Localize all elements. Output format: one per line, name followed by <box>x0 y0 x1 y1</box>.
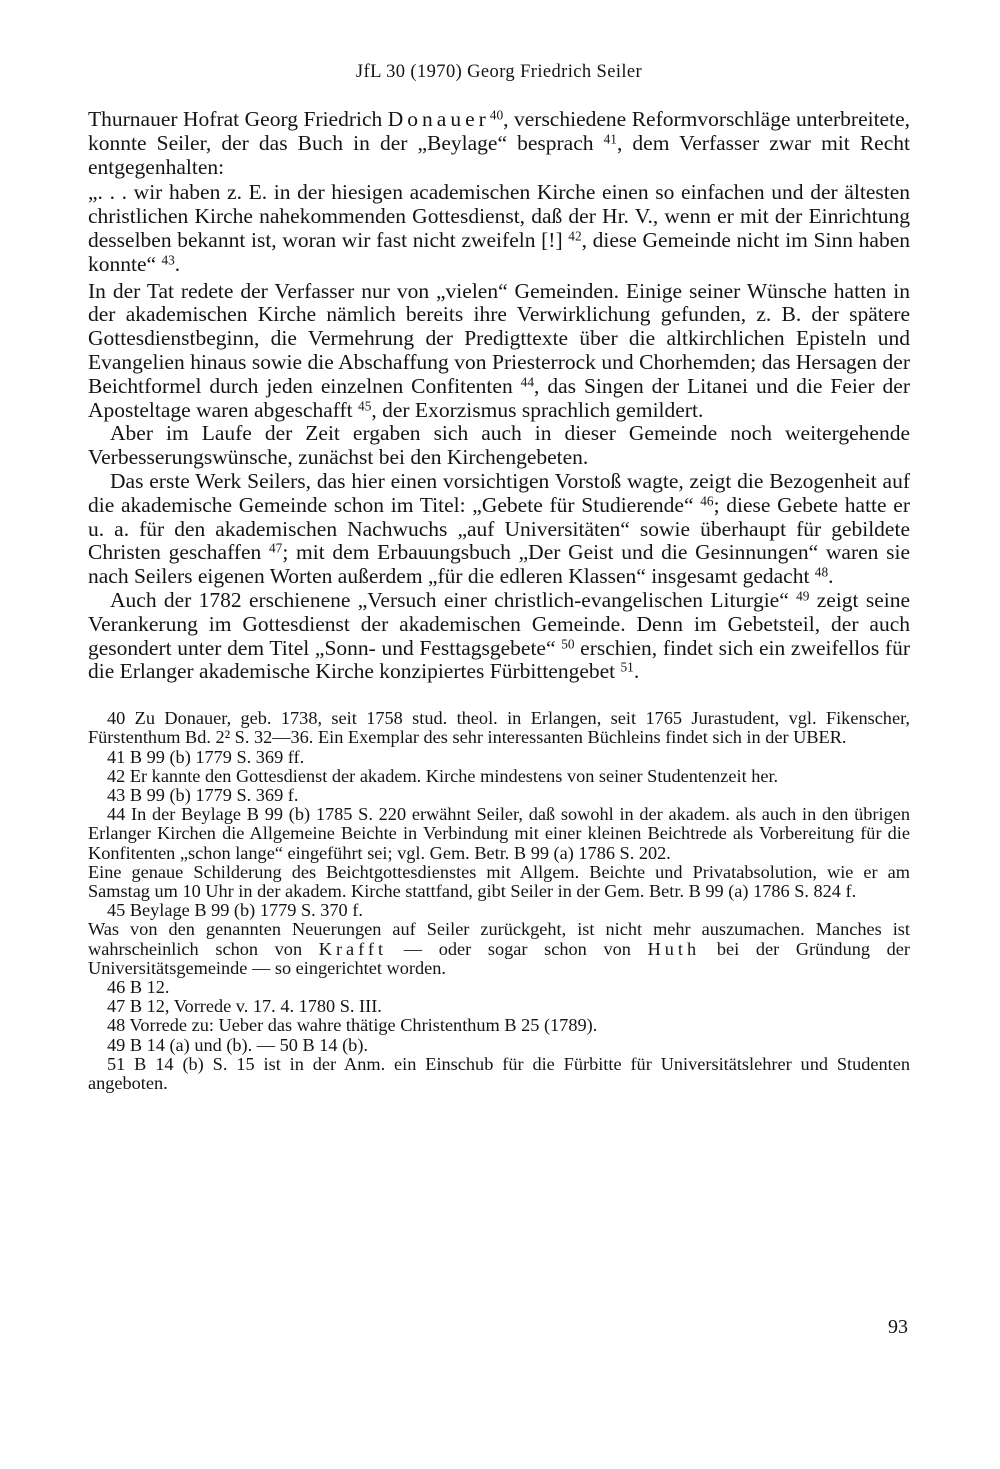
quote-text: , diese Gemeinde nicht im Sinn haben konnte“ <box>88 227 911 276</box>
footnotes <box>88 709 910 1093</box>
text-run: , dem Verfasser zwar mit Recht entgegenhalten: <box>88 130 910 179</box>
paragraph-4 <box>88 470 910 589</box>
text-run: Auch der 1782 erschienene „Versuch einer christlich-evangelischen Liturgie“ <box>110 587 797 612</box>
text-run: , verschiedene Reformvorschläge unterbreitete, konnte Seiler, der das Buch in der „Beylage“ besprach <box>88 107 910 155</box>
footnote-44-continuation: Eine genaue Schilderung des Beichtgottesdienstes mit Allgem. Beichte und Privatabsolution, wie er am Samstag um 10 Uhr in der akadem. Kirche stattfand, gibt Seiler in der Gem. Betr. B 99 (a) 1786 S. 824 f. <box>88 861 910 901</box>
spaced-name-donauer: Donauer <box>387 107 490 131</box>
footnote-ref-48: 48 <box>814 564 829 580</box>
text-run: In der Tat redete der Verfasser nur von „vielen“ Gemeinden. Einige seiner Wünsche hatten in der akademischen Kirche nämlich bereits ihre Verwirklichung gefunden, z. B. der spätere Gottesdienstbeginn, die Vermehrung der Predigttexte über die altkirchlichen Episteln und Evangelien hinaus sowie die Abschaffung von Priesterrock und Chorhemden; das Hersagen der Beichtformel durch jeden einzelnen Confitenten <box>88 278 910 398</box>
footnote-ref-41: 41 <box>603 131 617 147</box>
block-quote <box>88 179 910 279</box>
footnote-43: 43 B 99 (b) 1779 S. 369 f. <box>107 784 299 805</box>
paragraph-5 <box>88 589 910 684</box>
footnote-ref-47: 47 <box>269 540 283 556</box>
text-run: ; mit dem Erbauungsbuch „Der Geist und die Gesinnungen“ waren sie nach Seilers eigenen Worten außerdem „für die edleren Klassen“ insgesamt gedacht <box>88 540 910 589</box>
text-run: , das Singen der Litanei und die Feier der Aposteltage waren abgeschafft <box>88 373 910 422</box>
text-run: . <box>828 564 834 589</box>
spaced-name-huth: Huth <box>647 938 701 959</box>
footnote-45-continuation <box>88 920 910 978</box>
footnote-ref-50: 50 <box>561 635 575 651</box>
footnote-40: 40 Zu Donauer, geb. 1738, seit 1758 stud. theol. in Erlangen, seit 1765 Jurastudent, vgl. Fikenscher, Fürstenthum Bd. 2² S. 32—36. Ein Exemplar des sehr interessanten Büchleins findet sich in der UBER. <box>88 708 910 748</box>
quote-text: . <box>174 251 181 276</box>
paragraph-3: Aber im Laufe der Zeit ergaben sich auch in dieser Gemeinde noch weitergehende Verbesserungswünsche, zunächst bei den Kirchengebeten. <box>88 421 910 470</box>
footnote-49-50: 49 B 14 (a) und (b). — 50 B 14 (b). <box>107 1034 368 1055</box>
spaced-name-krafft: Krafft <box>318 938 388 959</box>
footnote-46: 46 B 12. <box>107 976 170 997</box>
text-run: zeigt seine Verankerung im Gottesdienst der akademischen Gemeinde. Denn im Gebetsteil, der auch gesondert unter dem Titel „Sonn- und Festtagsgebete“ <box>88 587 910 660</box>
footnote-ref-44: 44 <box>520 374 534 390</box>
text-run: ; diese Gebete hatte er u. a. für den akademischen Nachwuchs „auf Universitäten“ sowie überhaupt für gebildete Christen geschaffen <box>88 492 910 565</box>
page-number: 93 <box>888 1316 908 1338</box>
text-run: Das erste Werk Seilers, das hier einen vorsichtigen Vorstoß wagte, zeigt die Bezogenheit auf die akademische Gemeinde schon im Titel: „Gebete für Studierende“ <box>88 468 910 517</box>
text-run: . <box>633 659 640 684</box>
footnote-ref-45: 45 <box>358 397 372 413</box>
footnote-ref-42: 42 <box>568 228 582 244</box>
footnote-ref-51: 51 <box>620 659 634 675</box>
footnote-41: 41 B 99 (b) 1779 S. 369 ff. <box>107 746 305 767</box>
text-run: erschien, findet sich ein zweifellos für die Erlanger akademische Kirche konzipiertes Fürbittengebet <box>88 635 910 684</box>
footnote-ref-40: 40 <box>489 107 504 123</box>
footnote-ref-49: 49 <box>796 588 810 604</box>
footnote-ref-43: 43 <box>161 252 175 268</box>
footnote-51: 51 B 14 (b) S. 15 ist in der Anm. ein Einschub für die Fürbitte für Universitätslehrer und Studenten angeboten. <box>88 1053 910 1093</box>
footnote-ref-46: 46 <box>700 493 714 509</box>
running-head: JfL 30 (1970) Georg Friedrich Seiler <box>355 62 643 82</box>
footnote-42: 42 Er kannte den Gottesdienst der akadem. Kirche mindestens von seiner Studentenzeit her. <box>107 765 779 786</box>
footnote-47: 47 B 12, Vorrede v. 17. 4. 1780 S. III. <box>107 996 382 1017</box>
paragraph-1 <box>88 108 910 179</box>
text-run: , der Exorzismus sprachlich gemildert. <box>371 397 704 422</box>
paragraph-2 <box>88 280 910 423</box>
main-text <box>88 108 910 684</box>
footnote-44: 44 In der Beylage B 99 (b) 1785 S. 220 erwähnt Seiler, daß sowohl in der akadem. als auch in den übrigen Erlanger Kirchen die Allgemeine Beichte in Verbindung mit einer kleinen Beichtrede als Vorbereitung für die Konfitenten „schon lange“ eingeführt sei; vgl. Gem. Betr. B 99 (a) 1786 S. 202. <box>88 804 910 863</box>
quote-text: „. . . wir haben z. E. in der hiesigen academischen Kirche einen so einfachen und der ältesten christlichen Kirche nahekommenden Gottesdienst, daß der Hr. V., wenn er mit der Einrichtung desselben bekannt ist, woran wir fast nicht zweifeln [!] <box>88 180 910 252</box>
book-page <box>88 62 910 1452</box>
text-run: Was von den genannten Neuerungen auf Seiler zurückgeht, ist nicht mehr auszumachen. Manches ist wahrscheinlich schon von <box>88 919 910 959</box>
footnote-45: 45 Beylage B 99 (b) 1779 S. 370 f. <box>107 900 363 921</box>
text-run: — oder sogar schon von <box>387 938 648 959</box>
text-run: Thurnauer Hofrat Georg Friedrich <box>88 107 388 131</box>
footnote-48: 48 Vorrede zu: Ueber das wahre thätige Christenthum B 25 (1789). <box>107 1015 598 1036</box>
text-run: bei der Gründung der Universitätsgemeinde — so eingerichtet worden. <box>88 938 911 978</box>
